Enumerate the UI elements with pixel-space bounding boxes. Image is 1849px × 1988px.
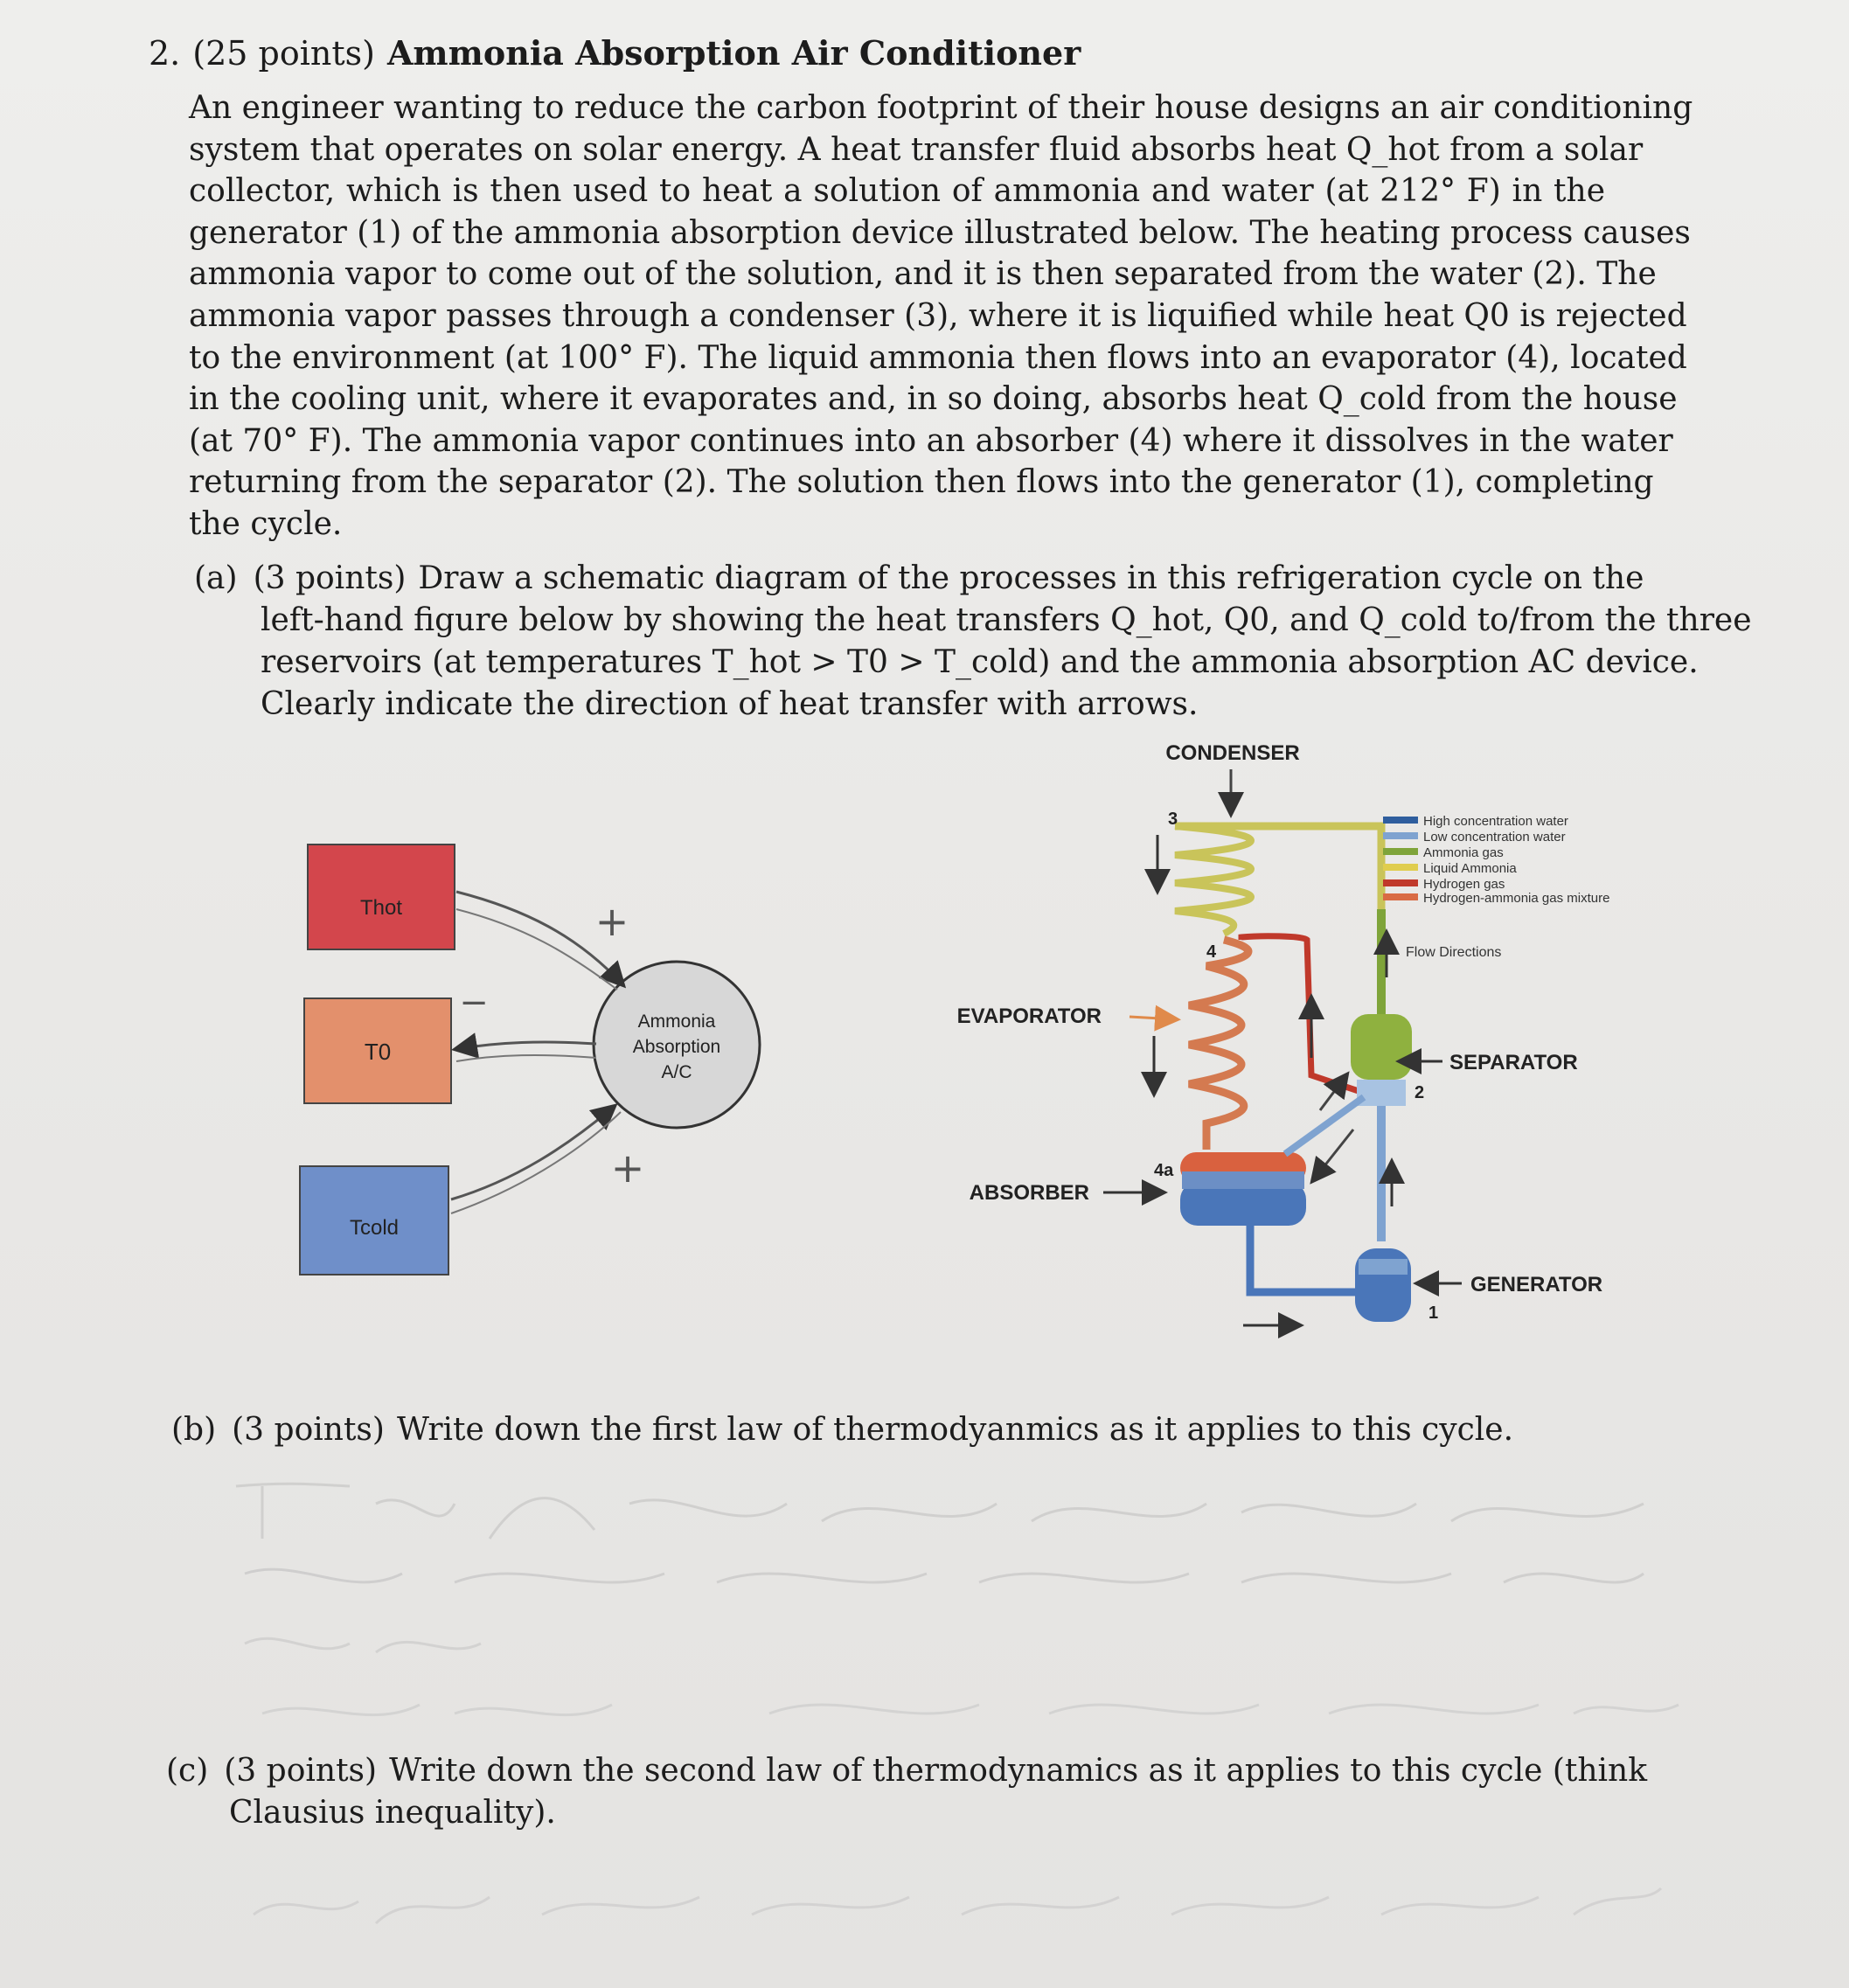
problem-points: (25 points) <box>192 34 375 73</box>
legend-label: Low concentration water <box>1423 830 1566 845</box>
t-cold-label: Tcold <box>349 1216 400 1240</box>
q-0-arrow <box>456 1042 596 1049</box>
part-b-points: (3 points) <box>232 1412 385 1448</box>
paragraph-line: generator (1) of the ammonia absorption device illustrated below. The heating process causes <box>189 214 1691 251</box>
evaporator-label: EVAPORATOR <box>956 1004 1102 1028</box>
erased-pencil-marks <box>236 1484 1679 1923</box>
paragraph-line: to the environment (at 100° F). The liquid ammonia then flows into an evaporator (4), located <box>189 339 1687 376</box>
legend-swatch <box>1383 879 1418 886</box>
part-a-points: (3 points) <box>253 560 407 596</box>
legend <box>1383 814 1609 977</box>
q-cold-arrow <box>451 1107 614 1199</box>
part-c-line: Clausius inequality). <box>229 1795 556 1831</box>
device-label-3: A/C <box>661 1062 692 1082</box>
problem-title: Ammonia Absorption Air Conditioner <box>386 33 1081 73</box>
legend-label: Liquid Ammonia <box>1423 861 1517 876</box>
paragraph-line: system that operates on solar energy. A heat transfer fluid absorbs heat Q_hot from a solar <box>189 131 1644 168</box>
part-a-line: Draw a schematic diagram of the processes in this refrigeration cycle on the <box>418 560 1644 596</box>
paragraph-line: in the cooling unit, where it evaporates and, in so doing, absorbs heat Q_cold from the house <box>189 381 1678 418</box>
legend-label: Ammonia gas <box>1423 845 1504 860</box>
legend-label: Hydrogen gas <box>1423 877 1505 892</box>
problem-number: 2. <box>149 34 181 73</box>
part-c-line: Write down the second law of thermodynamics as it applies to this cycle (think <box>389 1753 1648 1789</box>
condenser-coil <box>1175 826 1381 934</box>
hand-minus: − <box>459 983 489 1023</box>
evaporator-arrow <box>1130 1017 1176 1019</box>
legend-label: Hydrogen-ammonia gas mixture <box>1423 891 1610 906</box>
legend-swatch <box>1383 893 1418 900</box>
point-3: 3 <box>1168 810 1178 829</box>
absorber-label: ABSORBER <box>969 1181 1089 1205</box>
part-b <box>171 1409 1513 1451</box>
part-a-label: (a) <box>194 560 238 596</box>
part-c <box>166 1750 1670 1834</box>
part-b-label: (b) <box>171 1412 217 1448</box>
part-b-text: Write down the first law of thermodyanmics as it applies to this cycle. <box>396 1412 1514 1448</box>
paragraph-line: the cycle. <box>189 505 343 542</box>
hand-plus-2: + <box>610 1144 645 1192</box>
generator-tank <box>1355 1248 1411 1322</box>
legend-swatch <box>1383 848 1418 855</box>
legend-label: High concentration water <box>1423 814 1568 829</box>
right-figure <box>957 741 1610 1325</box>
left-figure <box>300 845 760 1275</box>
legend-swatch <box>1383 832 1418 839</box>
legend-swatch <box>1383 864 1418 871</box>
paragraph-line: (at 70° F). The ammonia vapor continues into an absorber (4) where it dissolves in the water <box>189 422 1673 459</box>
q-0-arrow-double <box>456 1055 596 1061</box>
generator-label: GENERATOR <box>1470 1273 1603 1296</box>
part-c-label: (c) <box>166 1753 209 1789</box>
legend-swatch <box>1383 817 1418 824</box>
separator-label: SEPARATOR <box>1449 1051 1578 1074</box>
hand-plus-1: + <box>594 898 629 945</box>
device-label-1: Ammonia <box>637 1011 716 1032</box>
condenser-label: CONDENSER <box>1165 741 1300 765</box>
paragraph-line: returning from the separator (2). The solution then flows into the generator (1), completing <box>189 464 1654 501</box>
absorber-tank <box>1180 1152 1306 1226</box>
device-label-2: Absorption <box>632 1037 721 1057</box>
point-4: 4 <box>1206 942 1217 962</box>
point-4a: 4a <box>1154 1161 1174 1180</box>
point-1: 1 <box>1428 1303 1439 1323</box>
part-a-line: reservoirs (at temperatures T_hot > T0 > T_cold) and the ammonia absorption AC device. <box>261 644 1699 680</box>
paragraph-line: ammonia vapor to come out of the solution, and it is then separated from the water (2). The <box>189 256 1657 293</box>
flow-arrow-diag-2 <box>1313 1130 1353 1180</box>
paragraph-line: collector, which is then used to heat a solution of ammonia and water (at 212° F) in the <box>189 173 1605 210</box>
t-0-label: T0 <box>364 1039 392 1065</box>
part-c-points: (3 points) <box>224 1753 378 1789</box>
flow-legend-label: Flow Directions <box>1406 945 1502 960</box>
part-a-line: Clearly indicate the direction of heat transfer with arrows. <box>261 686 1199 722</box>
t-hot-label: Thot <box>359 896 403 920</box>
paragraph-line: An engineer wanting to reduce the carbon footprint of their house designs an air conditioning <box>189 90 1693 126</box>
part-a-line: left-hand figure below by showing the heat transfers Q_hot, Q0, and Q_cold to/from the three <box>261 602 1752 638</box>
point-2: 2 <box>1415 1083 1425 1102</box>
paragraph-line: ammonia vapor passes through a condenser (3), where it is liquified while heat Q0 is rejected <box>189 297 1687 334</box>
